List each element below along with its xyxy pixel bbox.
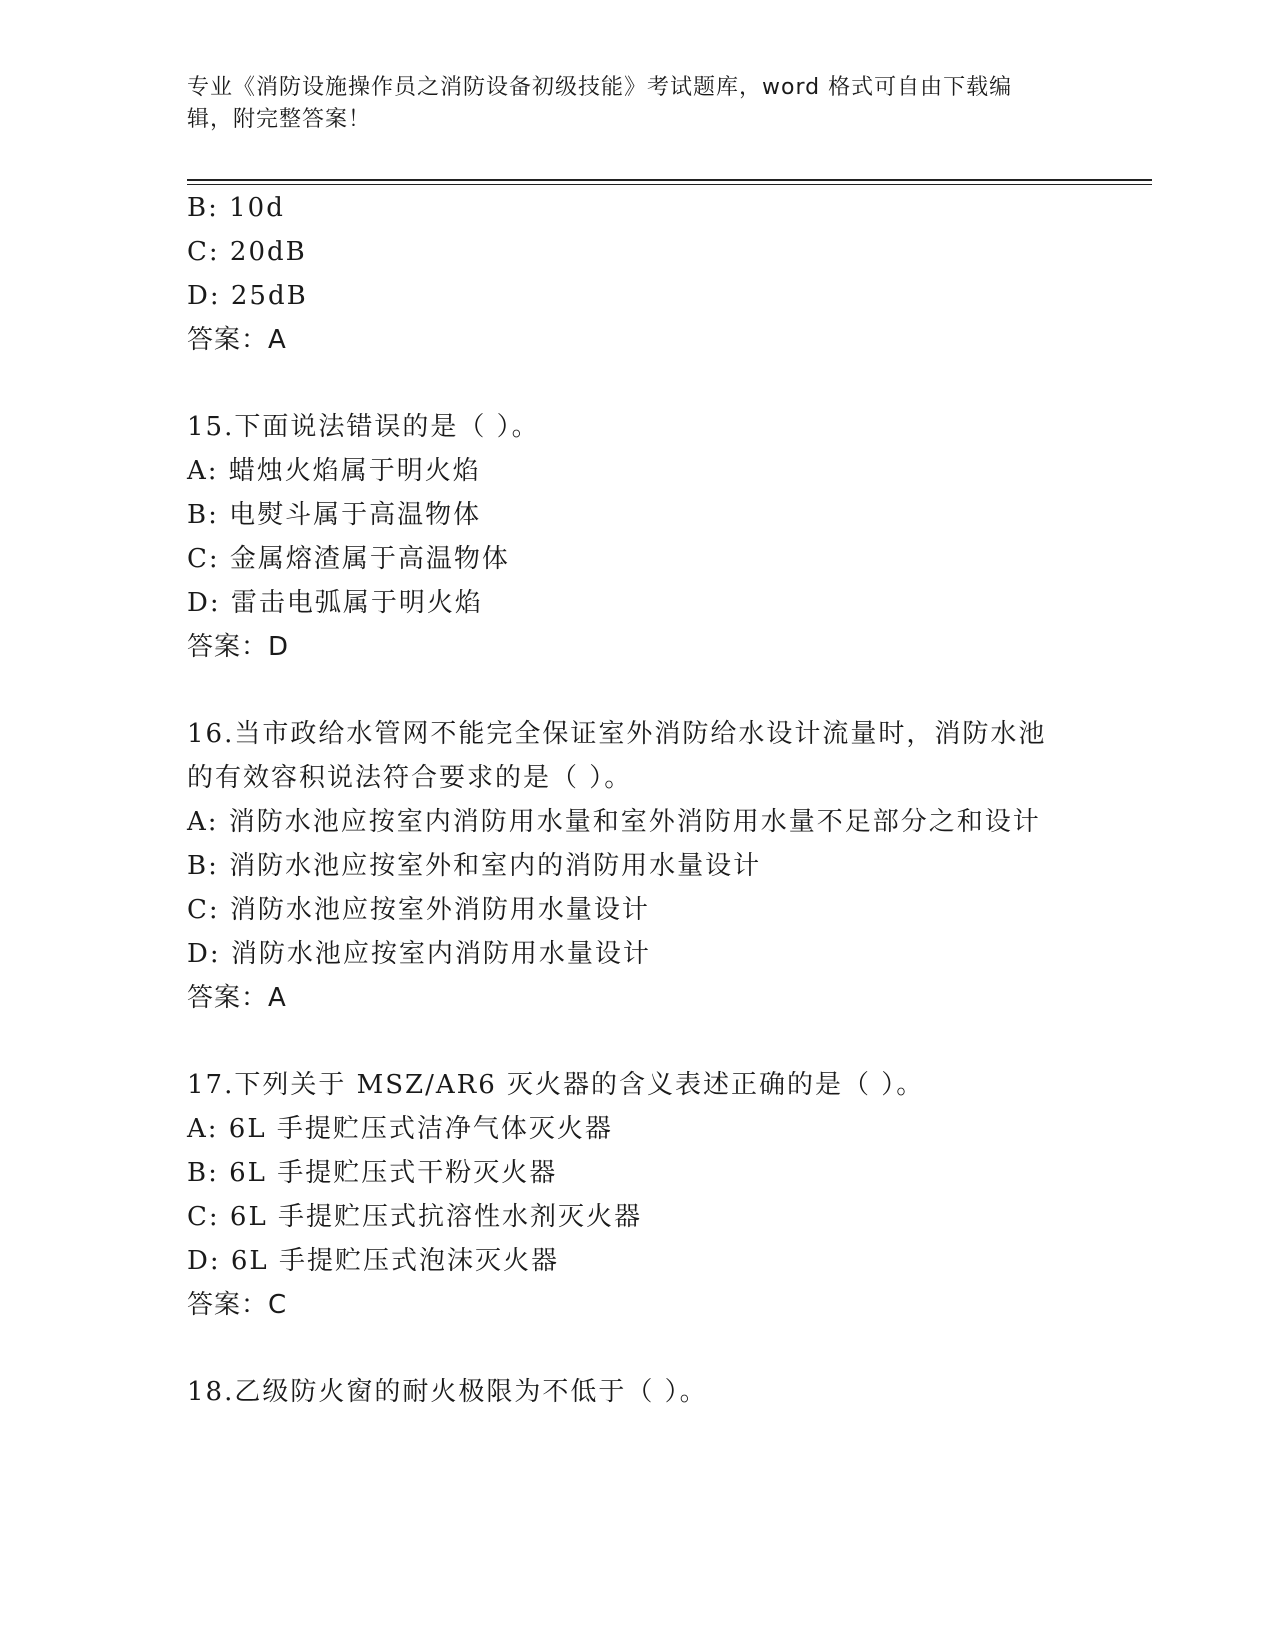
q14-option-d: D: 25dB [187, 281, 308, 311]
q16-question-line-2: 的有效容积说法符合要求的是（ ）。 [187, 763, 633, 793]
q17-question: 17.下列关于 MSZ/AR6 灭火器的含义表述正确的是（ ）。 [187, 1070, 925, 1100]
q14-option-b: B: 10d [187, 193, 285, 223]
q17-option-c: C: 6L 手提贮压式抗溶性水剂灭火器 [187, 1202, 642, 1232]
q17-answer: 答案：C [187, 1290, 288, 1320]
q15-option-a: A: 蜡烛火焰属于明火焰 [187, 456, 481, 486]
header-divider-top [187, 179, 1152, 181]
q17-option-b: B: 6L 手提贮压式干粉灭火器 [187, 1158, 558, 1188]
q14-answer: 答案：A [187, 325, 287, 355]
q16-option-d: D: 消防水池应按室内消防用水量设计 [187, 939, 651, 969]
q16-answer: 答案：A [187, 983, 287, 1013]
q18-question: 18.乙级防火窗的耐火极限为不低于（ ）。 [187, 1377, 708, 1407]
header-divider-bottom [187, 184, 1152, 185]
header-line-2: 辑，附完整答案！ [187, 107, 372, 132]
q15-option-c: C: 金属熔渣属于高温物体 [187, 544, 510, 574]
q14-option-c: C: 20dB [187, 237, 307, 267]
q16-question-line-1: 16.当市政给水管网不能完全保证室外消防给水设计流量时，消防水池 [187, 719, 1047, 749]
q15-question: 15.下面说法错误的是（ ）。 [187, 412, 540, 442]
q15-option-d: D: 雷击电弧属于明火焰 [187, 588, 483, 618]
q16-option-c: C: 消防水池应按室外消防用水量设计 [187, 895, 650, 925]
q16-option-a: A: 消防水池应按室内消防用水量和室外消防用水量不足部分之和设计 [187, 807, 1041, 837]
header-line-1: 专业《消防设施操作员之消防设备初级技能》考试题库，word 格式可自由下载编 [187, 75, 1013, 100]
q16-option-b: B: 消防水池应按室外和室内的消防用水量设计 [187, 851, 762, 881]
q17-option-d: D: 6L 手提贮压式泡沫灭火器 [187, 1246, 559, 1276]
q15-option-b: B: 电熨斗属于高温物体 [187, 500, 482, 530]
document-header [187, 72, 1067, 136]
q15-answer: 答案：D [187, 632, 290, 662]
q17-option-a: A: 6L 手提贮压式洁净气体灭火器 [187, 1114, 613, 1144]
